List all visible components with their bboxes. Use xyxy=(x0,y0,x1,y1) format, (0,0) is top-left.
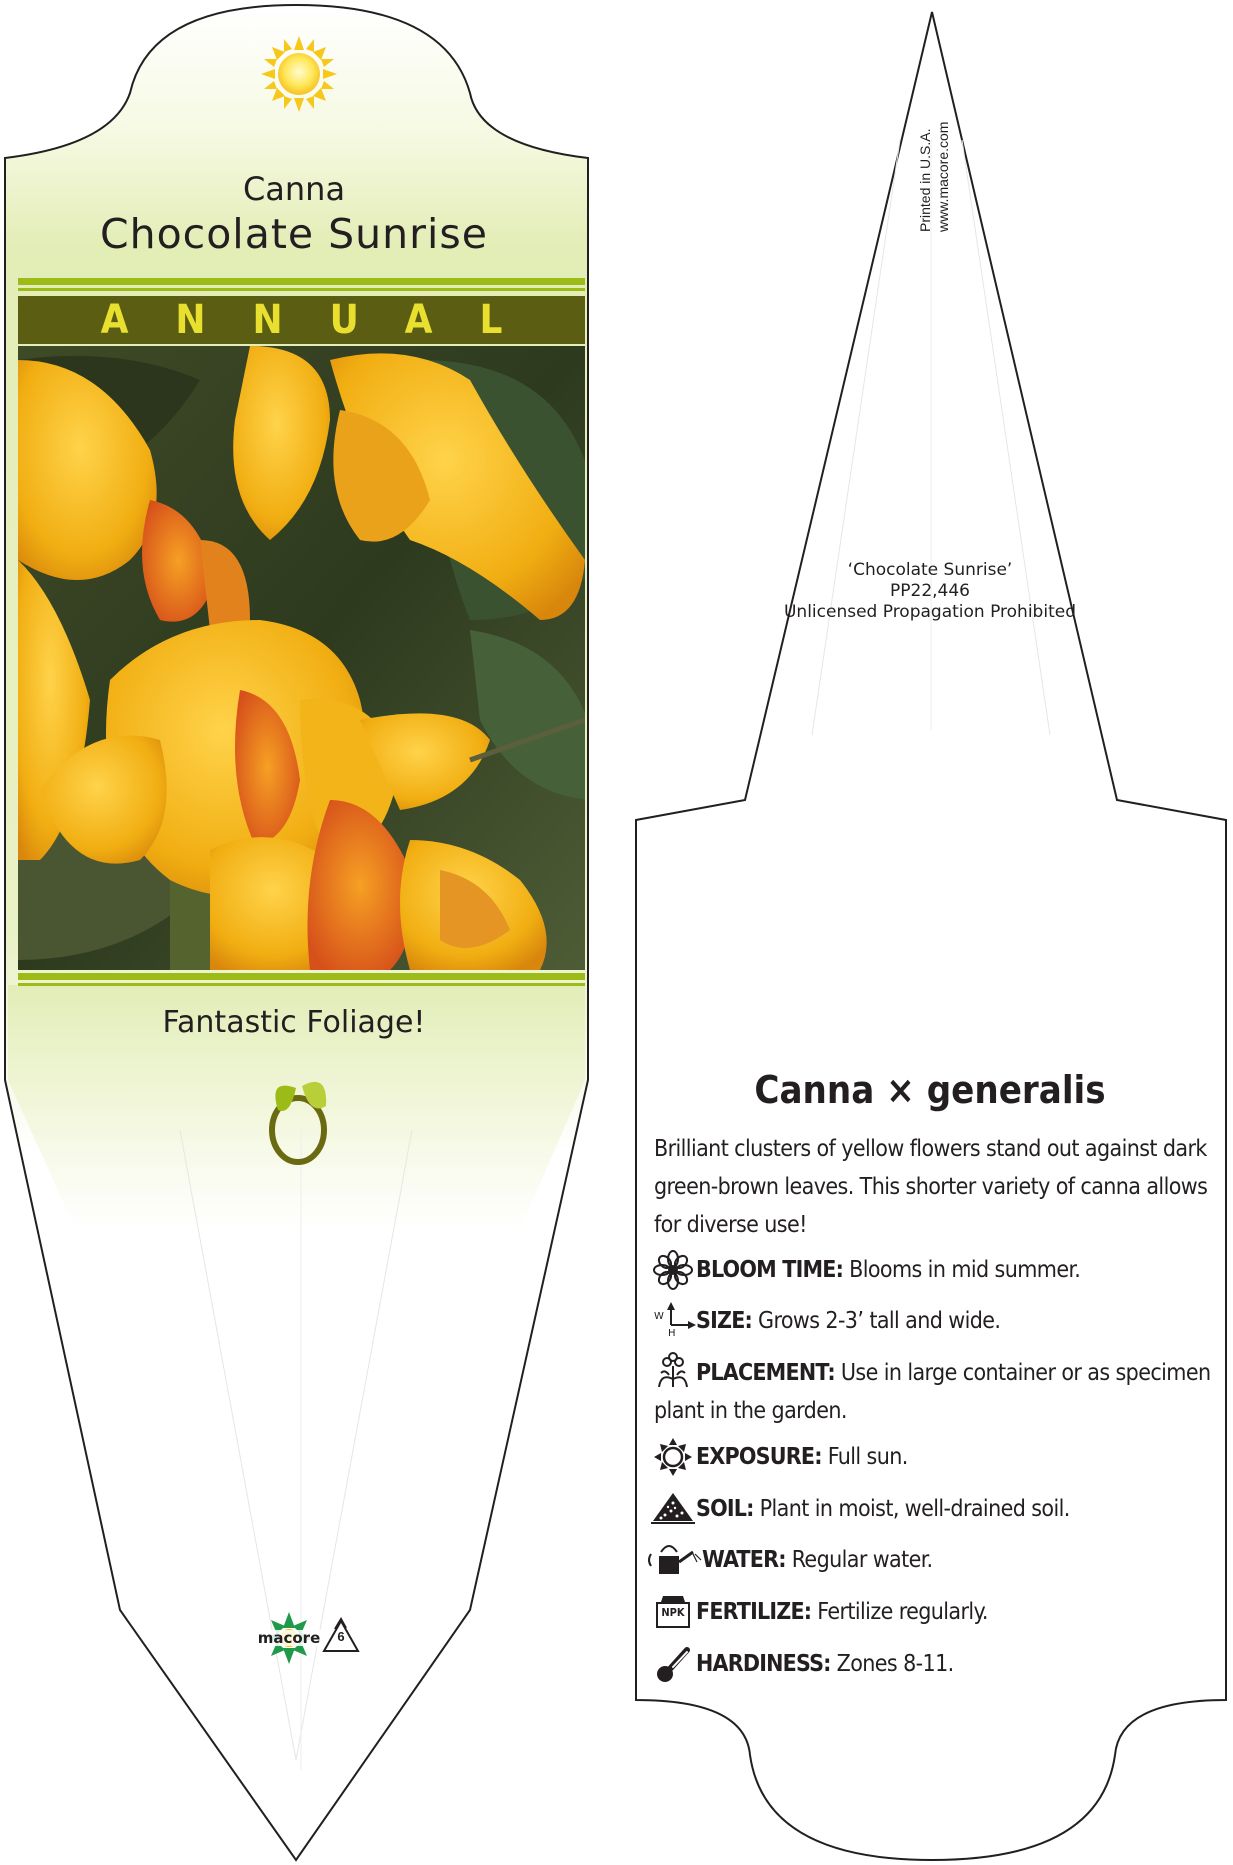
patent-notice xyxy=(720,560,1140,623)
patent-variety: ‘Chocolate Sunrise’ xyxy=(847,560,1013,580)
care-label: SIZE: xyxy=(696,1308,753,1334)
care-text: Regular water. xyxy=(791,1547,933,1573)
care-label: SOIL: xyxy=(696,1496,754,1522)
care-water xyxy=(654,1541,1224,1579)
care-size xyxy=(654,1302,1224,1340)
plant-description: Brilliant clusters of yellow flowers stand out against dark green-brown leaves. This shorter variety of canna allows for diverse use! xyxy=(654,1136,1208,1238)
website: www.macore.com xyxy=(935,121,951,232)
care-text: Use in large container or as specimen plant in the garden. xyxy=(654,1360,1211,1424)
care-text: Plant in moist, well-drained soil. xyxy=(759,1496,1070,1522)
plant-variety: Chocolate Sunrise xyxy=(99,210,488,258)
care-text: Zones 8-11. xyxy=(836,1651,954,1677)
care-label: PLACEMENT: xyxy=(696,1360,835,1386)
care-label: BLOOM TIME: xyxy=(696,1257,844,1283)
patent-number: PP22,446 xyxy=(890,581,970,601)
care-placement xyxy=(654,1354,1224,1430)
full-sun-icon xyxy=(261,36,337,112)
tagline: Fantastic Foliage! xyxy=(162,1005,426,1040)
care-text: Blooms in mid summer. xyxy=(849,1257,1081,1283)
propagation-notice: Unlicensed Propagation Prohibited xyxy=(783,602,1076,622)
size-width-label: W xyxy=(654,1311,664,1322)
care-soil xyxy=(654,1490,1224,1528)
care-label: WATER: xyxy=(702,1547,786,1573)
care-text: Fertilize regularly. xyxy=(817,1599,988,1625)
care-label: HARDINESS: xyxy=(696,1651,831,1677)
care-text: Grows 2-3’ tall and wide. xyxy=(758,1308,1001,1334)
care-bloom-time xyxy=(654,1251,1224,1289)
size-height-label: H xyxy=(668,1328,676,1339)
care-hardiness xyxy=(654,1645,1224,1683)
care-label: EXPOSURE: xyxy=(696,1444,822,1470)
printed-in: Printed in U.S.A. xyxy=(917,128,933,232)
care-text: Full sun. xyxy=(827,1444,908,1470)
brand-name: macore xyxy=(257,1629,321,1647)
care-label: FERTILIZE: xyxy=(696,1599,812,1625)
npk-label: NPK xyxy=(661,1606,685,1619)
plant-genus: Canna xyxy=(242,170,346,208)
species-name: Canna × generalis xyxy=(754,1068,1106,1112)
category-label: ANNUAL xyxy=(100,297,550,343)
flower-photo xyxy=(18,346,600,970)
care-fertilize xyxy=(654,1593,1224,1631)
recycle-code: 6 xyxy=(337,1629,345,1644)
care-exposure xyxy=(654,1438,1224,1476)
